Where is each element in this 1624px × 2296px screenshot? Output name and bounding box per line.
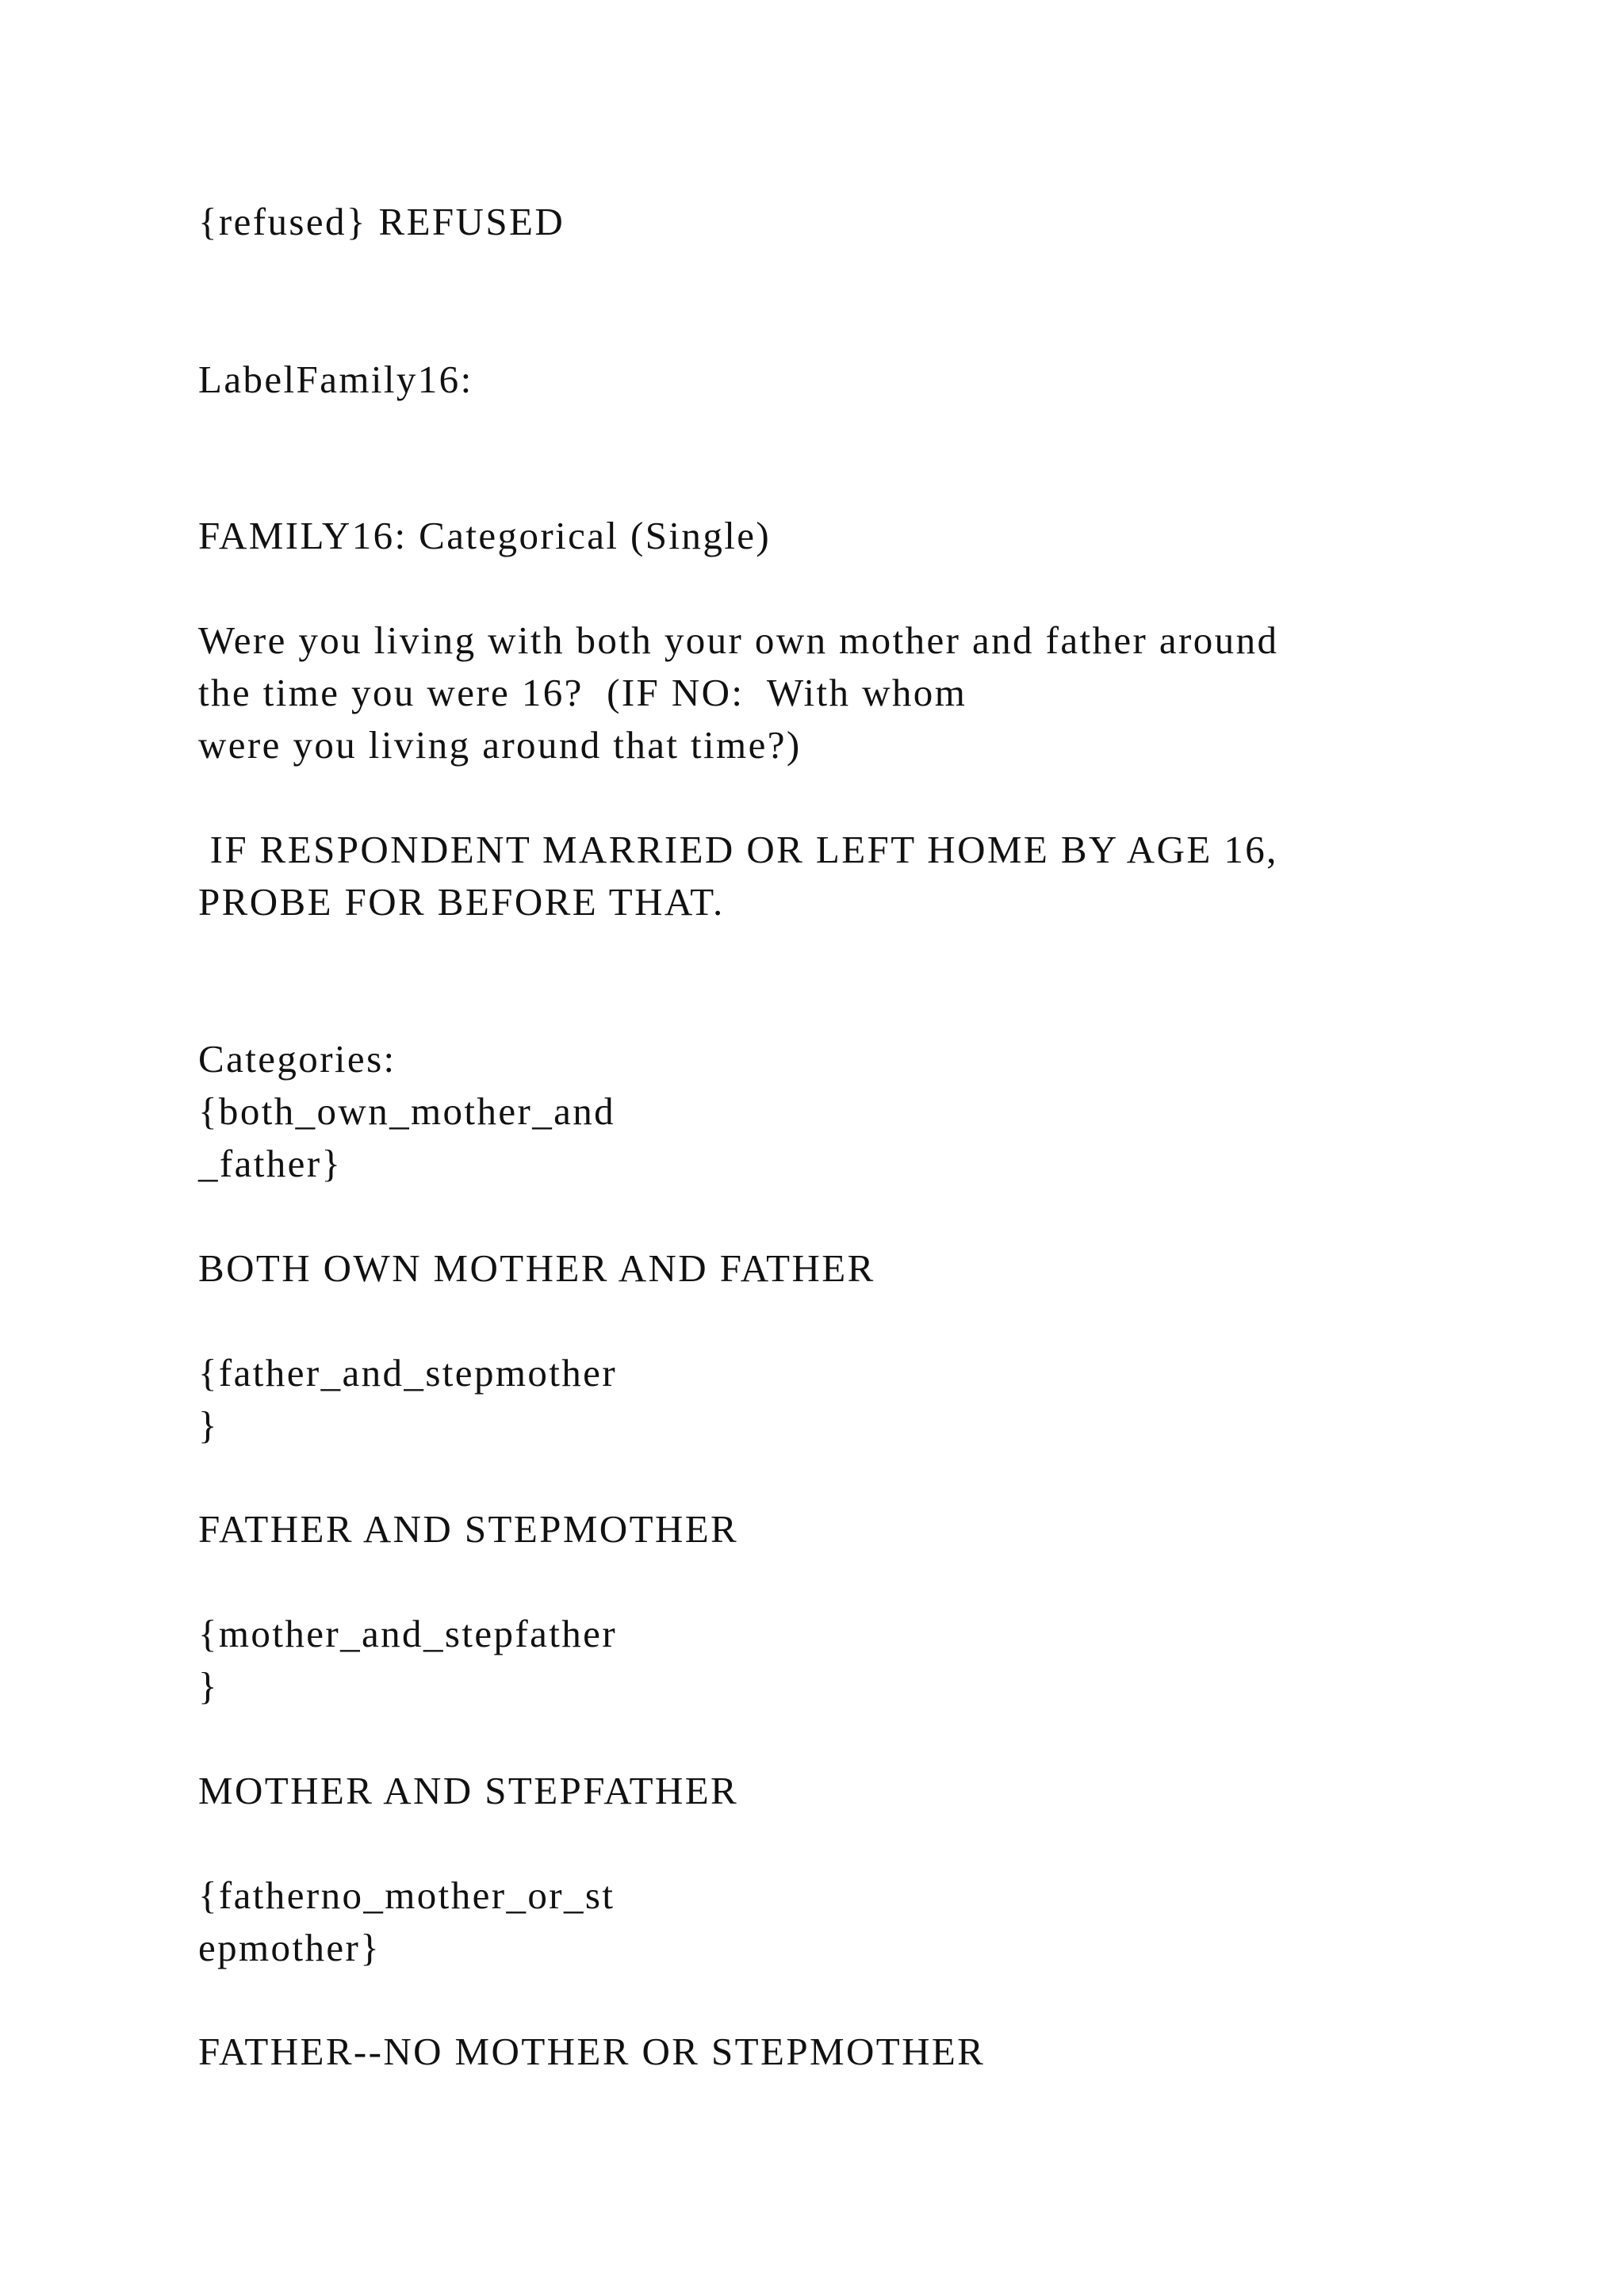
question-header: FAMILY16: Categorical (Single) [198,514,772,557]
question-text-line-1: Were you living with both your own mother and father around [198,618,1279,662]
categories-heading: Categories: [198,1037,396,1081]
category-code-2-line-2: } [198,1403,219,1447]
category-label-2: FATHER AND STEPMOTHER [198,1507,739,1551]
interviewer-instruction-line-1: IF RESPONDENT MARRIED OR LEFT HOME BY AGE 16, [198,828,1278,871]
interviewer-instruction-line-2: PROBE FOR BEFORE THAT. [198,880,725,924]
question-text-line-3: were you living around that time?) [198,723,802,767]
question-text-line-2: the time you were 16? (IF NO: With whom [198,671,967,714]
category-label-3: MOTHER AND STEPFATHER [198,1769,739,1812]
category-code-1-line-2: _father} [198,1142,343,1185]
category-label-4: FATHER--NO MOTHER OR STEPMOTHER [198,2030,986,2073]
category-code-4-line-2: epmother} [198,1926,381,1969]
category-code-1-line-1: {both_own_mother_and [198,1089,616,1133]
label-family16: LabelFamily16: [198,358,473,401]
refused-option: {refused} REFUSED [198,200,565,243]
category-code-3-line-2: } [198,1664,219,1708]
category-label-1: BOTH OWN MOTHER AND FATHER [198,1246,875,1290]
category-code-2-line-1: {father_and_stepmother [198,1351,618,1395]
category-code-3-line-1: {mother_and_stepfather [198,1612,618,1655]
category-code-4-line-1: {fatherno_mother_or_st [198,1873,615,1917]
